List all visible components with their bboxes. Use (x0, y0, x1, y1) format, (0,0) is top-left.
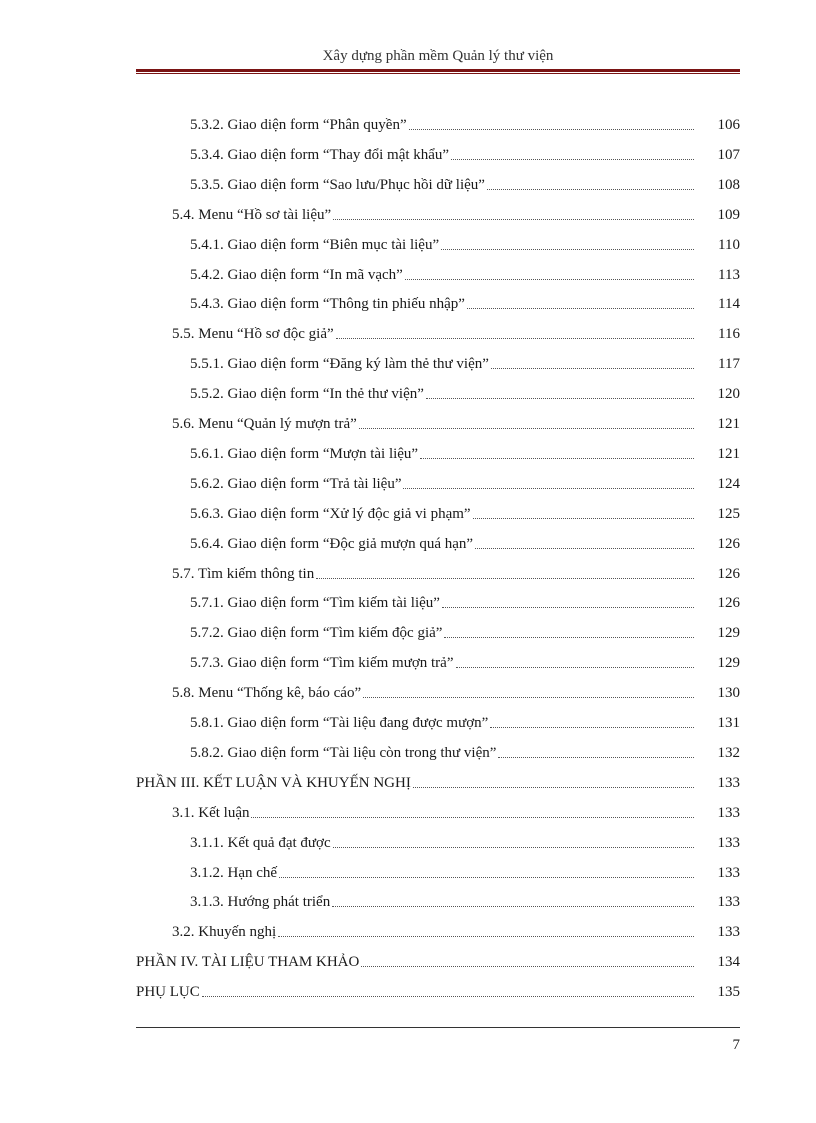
toc-entry-label: 5.6.3. Giao diện form “Xử lý độc giả vi phạm” (190, 505, 471, 522)
toc-entry[interactable] (136, 947, 740, 971)
toc-entry[interactable] (190, 887, 740, 911)
toc-entry[interactable] (190, 858, 740, 882)
toc-entry-page: 133 (717, 864, 740, 881)
toc-entry-page: 126 (717, 535, 740, 552)
toc-entry-page: 121 (717, 445, 740, 462)
toc-entry-label: 5.4. Menu “Hồ sơ tài liệu” (172, 206, 332, 223)
toc-entry[interactable] (190, 828, 740, 852)
toc-entry-label: 5.6.2. Giao diện form “Trả tài liệu” (190, 475, 402, 492)
toc-dot-leader (442, 606, 694, 608)
toc-entry[interactable] (190, 140, 740, 164)
toc-entry-label: 5.3.4. Giao diện form “Thay đổi mật khẩu” (190, 146, 450, 163)
toc-entry[interactable] (190, 618, 740, 642)
toc-dot-leader (444, 636, 694, 638)
toc-dot-leader (413, 786, 694, 788)
toc-entry-label: PHẦN III. KẾT LUẬN VÀ KHUYẾN NGHỊ (136, 774, 411, 791)
toc-entry[interactable] (172, 200, 740, 224)
footer-divider (136, 1027, 740, 1028)
toc-entry-label: 5.8.2. Giao diện form “Tài liệu còn trong thư viện” (190, 744, 497, 761)
toc-entry-page: 126 (717, 565, 740, 582)
toc-entry[interactable] (190, 260, 740, 284)
toc-entry[interactable] (190, 110, 740, 134)
toc-dot-leader (278, 935, 694, 937)
toc-dot-leader (316, 577, 694, 579)
page-number: 7 (732, 1037, 740, 1053)
toc-entry[interactable] (190, 170, 740, 194)
header-divider (136, 69, 740, 74)
toc-entry-page: 135 (717, 984, 740, 1001)
toc-entry-label: 5.4.1. Giao diện form “Biên mục tài liệu” (190, 236, 440, 253)
toc-entry[interactable] (190, 738, 740, 762)
toc-entry[interactable] (190, 230, 740, 254)
toc-entry-page: 130 (717, 685, 740, 702)
toc-entry[interactable] (172, 319, 740, 343)
toc-entry[interactable] (172, 917, 740, 941)
toc-entry[interactable] (190, 708, 740, 732)
toc-entry[interactable] (190, 289, 740, 313)
toc-entry-label: PHỤ LỤC (136, 984, 200, 1001)
toc-entry-label: 3.1.1. Kết quả đạt được (190, 834, 331, 851)
toc-entry-label: 5.7. Tìm kiếm thông tin (172, 565, 315, 582)
toc-entry[interactable] (190, 439, 740, 463)
toc-entry-page: 133 (717, 804, 740, 821)
toc-entry[interactable] (190, 529, 740, 553)
toc-entry-page: 133 (717, 924, 740, 941)
toc-dot-leader (491, 367, 694, 369)
toc-entry[interactable] (172, 678, 740, 702)
toc-entry[interactable] (136, 977, 740, 1001)
toc-entry-page: 132 (717, 744, 740, 761)
toc-dot-leader (456, 666, 695, 668)
toc-entry-label: 5.5.2. Giao diện form “In thẻ thư viện” (190, 386, 424, 403)
toc-dot-leader (361, 965, 694, 967)
toc-entry-page: 131 (717, 715, 740, 731)
toc-dot-leader (409, 128, 694, 130)
toc-entry-label: 3.2. Khuyến nghị (172, 924, 277, 941)
toc-dot-leader (473, 517, 694, 519)
toc-entry-page: 133 (717, 774, 740, 791)
toc-dot-leader (490, 726, 694, 728)
toc-entry-label: 5.3.5. Giao diện form “Sao lưu/Phục hồi dữ liệu” (190, 176, 485, 193)
toc-entry-page: 124 (717, 475, 740, 492)
toc-dot-leader (359, 427, 694, 429)
toc-entry-page: 126 (717, 595, 740, 612)
toc-dot-leader (202, 995, 694, 997)
toc-dot-leader (441, 248, 694, 250)
toc-dot-leader (332, 905, 694, 907)
toc-entry-page: 120 (717, 386, 740, 403)
toc-dot-leader (467, 307, 694, 309)
toc-entry[interactable] (190, 379, 740, 403)
toc-entry-label: 5.6.1. Giao diện form “Mượn tài liệu” (190, 445, 419, 462)
toc-entry-label: 5.7.3. Giao diện form “Tìm kiếm mượn trả” (190, 655, 454, 672)
toc-entry-label: 5.7.1. Giao diện form “Tìm kiếm tài liệu” (190, 595, 440, 612)
toc-dot-leader (426, 397, 694, 399)
toc-dot-leader (363, 696, 694, 698)
toc-entry-label: 5.4.2. Giao diện form “In mã vạch” (190, 266, 403, 283)
toc-entry[interactable] (190, 499, 740, 523)
toc-entry-label: 5.6. Menu “Quản lý mượn trả” (172, 416, 357, 432)
toc-dot-leader (475, 547, 694, 549)
toc-entry-page: 129 (717, 655, 740, 672)
toc-entry[interactable] (190, 648, 740, 672)
toc-dot-leader (333, 846, 694, 848)
toc-entry-page: 110 (718, 236, 740, 253)
toc-dot-leader (333, 218, 694, 220)
toc-dot-leader (403, 487, 694, 489)
toc-entry-label: 3.1.3. Hướng phát triển (190, 894, 331, 911)
toc-dot-leader (487, 188, 694, 190)
toc-entry-page: 114 (718, 296, 740, 313)
toc-entry[interactable] (136, 768, 740, 792)
toc-dot-leader (498, 756, 694, 758)
toc-dot-leader (405, 278, 694, 280)
toc-entry-label: 5.3.2. Giao diện form “Phân quyền” (190, 117, 407, 133)
toc-dot-leader (279, 876, 694, 878)
toc-entry-page: 133 (717, 834, 740, 851)
toc-entry-label: 5.8.1. Giao diện form “Tài liệu đang được mượn” (190, 715, 489, 731)
toc-entry[interactable] (172, 798, 740, 822)
toc-entry-page: 109 (717, 206, 740, 223)
toc-entry[interactable] (172, 559, 740, 583)
toc-entry-page: 117 (718, 356, 740, 373)
toc-entry-page: 133 (717, 894, 740, 911)
toc-entry-page: 129 (717, 625, 740, 642)
toc-entry-label: 5.5. Menu “Hồ sơ độc giả” (172, 326, 334, 343)
toc-entry-page: 121 (717, 416, 740, 432)
toc-entry-page: 107 (717, 146, 740, 163)
toc-dot-leader (336, 337, 694, 339)
toc-entry-page: 106 (717, 117, 740, 133)
toc-entry-page: 134 (717, 954, 740, 971)
toc-dot-leader (420, 457, 694, 459)
toc-entry-label: 5.4.3. Giao diện form “Thông tin phiếu nhập” (190, 296, 465, 313)
toc-entry[interactable] (190, 469, 740, 493)
toc-entry-label: 5.6.4. Giao diện form “Độc giả mượn quá hạn” (190, 535, 474, 552)
toc-entry-label: 3.1.2. Hạn chế (190, 864, 278, 881)
toc-entry-label: 5.8. Menu “Thống kê, báo cáo” (172, 685, 362, 702)
toc-entry-label: 5.5.1. Giao diện form “Đăng ký làm thẻ thư viện” (190, 356, 489, 373)
toc-entry-label: 3.1. Kết luận (172, 804, 250, 821)
toc-entry-label: PHẦN IV. TÀI LIỆU THAM KHẢO (136, 954, 360, 971)
toc-entry-page: 108 (717, 176, 740, 193)
toc-entry-page: 125 (717, 505, 740, 522)
toc-entry-page: 113 (718, 266, 740, 283)
toc-entry[interactable] (190, 588, 740, 612)
running-header-title: Xây dựng phần mềm Quản lý thư viện (322, 48, 554, 64)
toc-dot-leader (451, 158, 694, 160)
toc-entry-label: 5.7.2. Giao diện form “Tìm kiếm độc giả” (190, 625, 443, 642)
toc-entry-page: 116 (718, 326, 740, 343)
toc-entry[interactable] (190, 349, 740, 373)
toc-dot-leader (251, 816, 694, 818)
toc-entry[interactable] (172, 409, 740, 433)
